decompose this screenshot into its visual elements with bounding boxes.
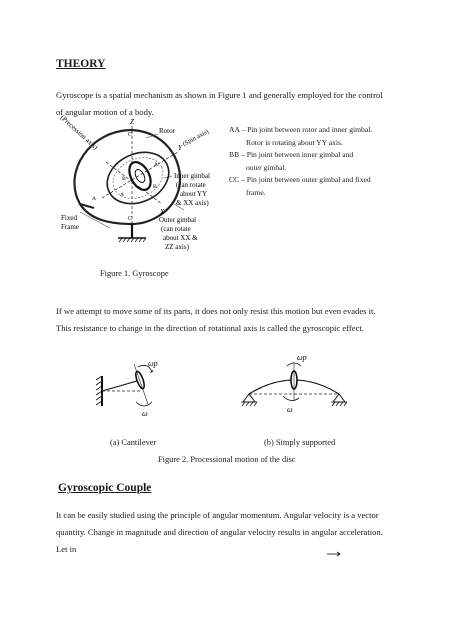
- x-axis-label: X: [160, 208, 165, 216]
- intro-line-1: Gyroscope is a spatial mechanism as shown in Figure 1 and generally employed for the control: [56, 90, 383, 100]
- inner-gimbal-label-1: Inner gimbal: [174, 172, 210, 180]
- disc-axis: [134, 364, 148, 404]
- y-axis-label: Y: [178, 144, 182, 152]
- gyroscopic-couple-paragraph: [56, 507, 428, 558]
- fixed-frame-label-2: Frame: [61, 223, 79, 231]
- pin-a-outer: A: [92, 196, 96, 202]
- figure1-caption: Figure 1. Gyroscope: [100, 269, 169, 278]
- inner-gimbal-label-3: about YY: [180, 190, 208, 198]
- right-support: [333, 394, 345, 402]
- gyroscopic-couple-heading: Gyroscopic Couple: [58, 482, 152, 494]
- legend-aa-line-2: Rotor is rotating about YY axis.: [246, 137, 343, 147]
- left-support: [243, 394, 255, 402]
- theory-heading: THEORY: [56, 58, 106, 70]
- pin-a-top: A: [154, 162, 158, 168]
- couple-line-2: quantity. Change in magnitude and direction of angular velocity results in angular acceleration.: [56, 527, 383, 537]
- precession-axis-label: (Precession axis): [58, 113, 100, 152]
- figure2-caption: Figure 2. Processional motion of the disc: [158, 455, 296, 464]
- pin-c-top: C: [128, 132, 133, 138]
- pin-b-left: B: [122, 176, 126, 182]
- spin-arrow: [136, 402, 152, 406]
- legend-bb-line-2: outer gimbal.: [246, 162, 287, 172]
- intro-line-2: of angular motion of a body.: [56, 107, 154, 117]
- gyroscopic-effect-paragraph: [56, 303, 428, 337]
- omega-p-label-a: ωp: [148, 359, 158, 368]
- couple-line-3: Let in: [56, 544, 77, 554]
- pin-b-right: B: [153, 184, 157, 190]
- vector-arrow-icon: [326, 550, 342, 558]
- couple-line-1: It can be easily studied using the principle of angular momentum. Angular velocity is a vector: [56, 510, 379, 520]
- outer-gimbal-label-4: ZZ axis): [165, 243, 189, 251]
- simply-supported-diagram: [235, 352, 355, 414]
- outer-gimbal-label-2: (can rotate: [161, 225, 191, 233]
- cantilever-diagram: [90, 358, 200, 420]
- deflected-beam: [102, 380, 140, 391]
- inner-gimbal-label-4: & XX axis): [176, 199, 209, 207]
- paragraph2-line-1: If we attempt to move some of its parts, it does not only resist this motion but even evades it.: [56, 306, 376, 316]
- legend-cc-line-1: CC – Pin joint between outer gimbal and fixed: [229, 175, 371, 184]
- z-axis-label: Z: [130, 118, 134, 126]
- omega-label-b: ω: [287, 405, 293, 414]
- spin-arrow: [283, 396, 299, 401]
- legend-cc-line-2: frame.: [246, 187, 266, 197]
- outer-gimbal-label-1: Outer gimbal: [159, 216, 197, 224]
- fixed-frame-label-1: Fixed: [61, 214, 77, 222]
- pin-c-bottom: C: [128, 216, 133, 222]
- legend-aa-line-1: AA – Pin joint between rotor and inner gimbal.: [229, 125, 373, 134]
- omega-p-label-b: ωp: [297, 353, 307, 362]
- figure1-legend: [229, 124, 429, 199]
- paragraph2-line-2: This resistance to change in the direction of rotational axis is called the gyroscopic effect.: [56, 323, 364, 333]
- figure2-caption-b: (b) Simply supported: [264, 438, 336, 447]
- gyroscope-diagram: [50, 112, 230, 262]
- inner-gimbal-label-2: (can rotate: [176, 181, 206, 189]
- rotor: [125, 159, 155, 194]
- pin-a-bottom: A: [120, 192, 124, 198]
- legend-bb-line-1: BB – Pin joint between inner gimbal and: [229, 150, 354, 159]
- support-hatching: [241, 402, 347, 406]
- disc: [134, 371, 146, 390]
- rotor-label: Rotor: [159, 127, 175, 135]
- omega-label-a: ω: [142, 409, 148, 418]
- outer-gimbal-label-3: about XX &: [163, 234, 198, 242]
- figure2-caption-a: (a) Cantilever: [110, 438, 157, 447]
- spin-axis-label: (Spin axis): [181, 128, 210, 148]
